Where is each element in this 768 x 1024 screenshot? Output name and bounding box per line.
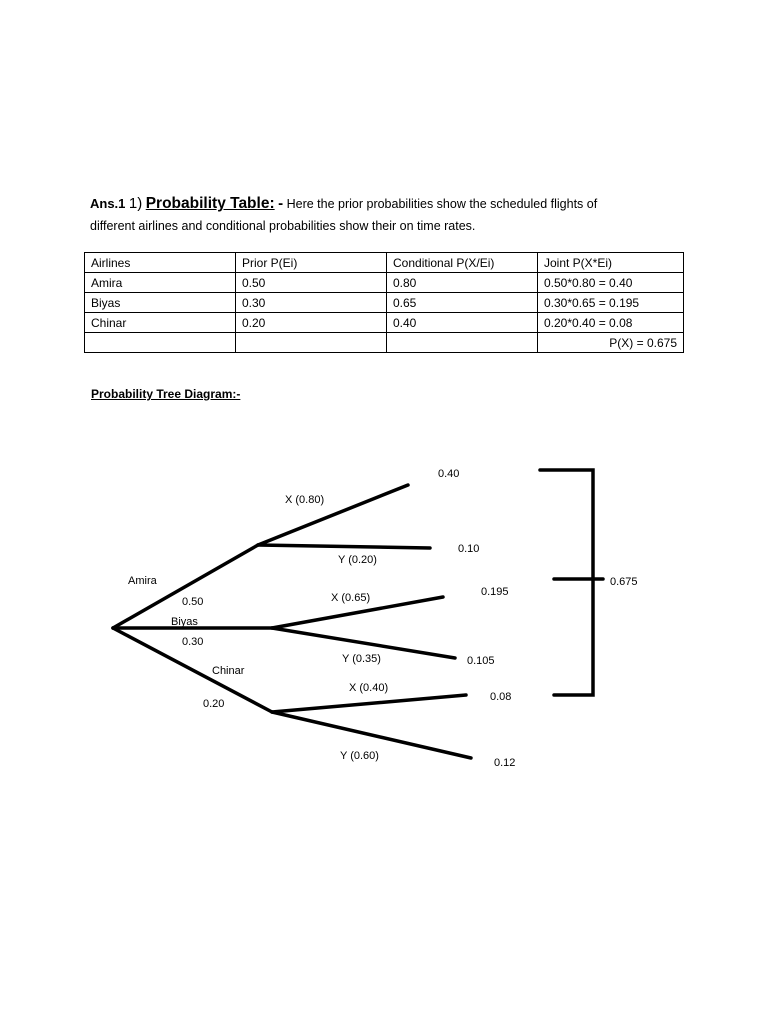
- result-chinar-x: 0.08: [490, 691, 512, 703]
- table-cell: 0.30*0.65 = 0.195: [538, 293, 684, 313]
- header-cell: Prior P(Ei): [236, 253, 387, 273]
- intro-text-1: Here the prior probabilities show the scheduled flights of: [286, 197, 598, 211]
- title-dash: -: [278, 195, 284, 212]
- table-cell: 0.20*0.40 = 0.08: [538, 313, 684, 333]
- header-cell: Joint P(X*Ei): [538, 253, 684, 273]
- prob-label-amira: 0.50: [182, 596, 204, 608]
- branch-label-amira-y: Y (0.20): [338, 554, 377, 566]
- branch-label-chinar-x: X (0.40): [349, 682, 389, 694]
- question-number: 1): [128, 195, 143, 212]
- table-cell: 0.65: [387, 293, 538, 313]
- branch-amira-y: [258, 545, 430, 548]
- prob-label-chinar: 0.20: [203, 698, 225, 710]
- branch-label-chinar-y: Y (0.60): [340, 750, 379, 762]
- table-cell: Amira: [85, 273, 236, 293]
- tree-diagram-title: Probability Tree Diagram:-: [91, 387, 241, 401]
- answer-number: Ans.1: [90, 196, 126, 211]
- branch-label-biyas-y: Y (0.35): [342, 653, 381, 665]
- section-title: Probability Table:: [145, 195, 275, 212]
- table-cell: 0.30: [236, 293, 387, 313]
- airline-label-amira: Amira: [128, 575, 157, 587]
- branch-label-biyas-x: X (0.65): [331, 592, 371, 604]
- airline-label-biyas: Biyas: [171, 616, 198, 628]
- total-label: 0.675: [610, 576, 638, 588]
- intro-line-2: different airlines and conditional probabilities show their on time rates.: [90, 219, 476, 233]
- branch-amira-x: [258, 485, 408, 545]
- branch-chinar-x: [272, 695, 466, 712]
- table-cell: 0.50*0.80 = 0.40: [538, 273, 684, 293]
- branch-label-amira-x: X (0.80): [285, 494, 325, 506]
- table-cell: 0.80: [387, 273, 538, 293]
- airline-label-chinar: Chinar: [212, 665, 245, 677]
- total-bracket: [540, 470, 593, 695]
- header-cell: Airlines: [85, 253, 236, 273]
- result-chinar-y: 0.12: [494, 757, 516, 769]
- table-cell: Biyas: [85, 293, 236, 313]
- header-cell: Conditional P(X/Ei): [387, 253, 538, 273]
- prob-label-biyas: 0.30: [182, 636, 204, 648]
- result-biyas-y: 0.105: [467, 655, 495, 667]
- result-biyas-x: 0.195: [481, 586, 509, 598]
- table-cell: Chinar: [85, 313, 236, 333]
- result-amira-x: 0.40: [438, 468, 460, 480]
- total-cell: P(X) = 0.675: [538, 333, 684, 353]
- result-amira-y: 0.10: [458, 543, 480, 555]
- table-cell: 0.20: [236, 313, 387, 333]
- table-cell: 0.50: [236, 273, 387, 293]
- table-cell: 0.40: [387, 313, 538, 333]
